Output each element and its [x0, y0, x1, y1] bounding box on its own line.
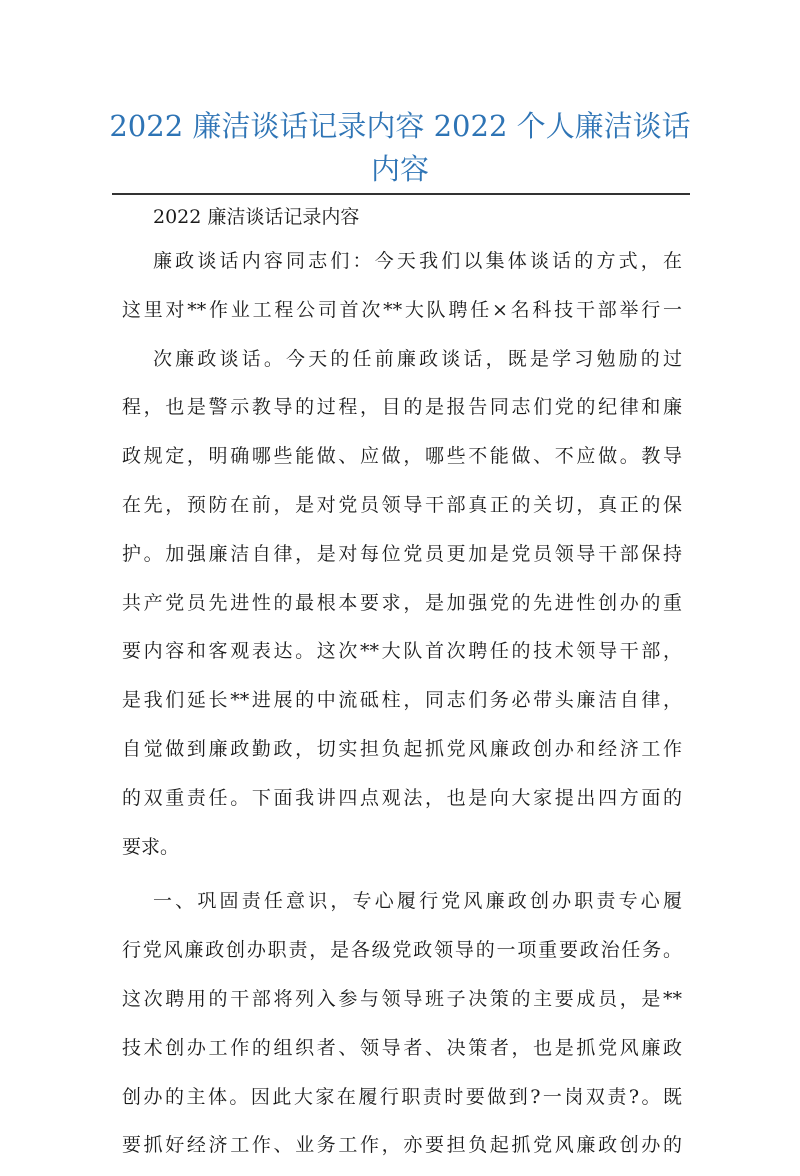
document-body — [122, 243, 682, 1176]
body-line: 这次聘用的干部将列入参与领导班子决策的主要成员，是** — [122, 987, 682, 1010]
body-line: 要求。 — [122, 835, 180, 858]
body-line: 行党风廉政创办职责，是各级党政领导的一项重要政治任务。 — [122, 939, 682, 962]
body-line: 要抓好经济工作、业务工作，亦要担负起抓党风廉政创办的 — [122, 1134, 682, 1157]
body-line: 次廉政谈话。今天的任前廉政谈话，既是学习勉励的过 — [153, 347, 682, 370]
body-line: 自觉做到廉政勤政，切实担负起抓党风廉政创办和经济工作 — [122, 737, 682, 760]
body-line: 技术创办工作的组织者、领导者、决策者，也是抓党风廉政 — [122, 1036, 682, 1059]
document-title-line-1: 2022 廉洁谈话记录内容 2022 个人廉洁谈话 — [109, 109, 691, 143]
body-line: 要内容和客观表达。这次**大队首次聘任的技术领导干部， — [122, 640, 682, 663]
body-line: 廉政谈话内容同志们：今天我们以集体谈话的方式，在 — [153, 250, 682, 272]
body-line: 程，也是警示教导的过程，目的是报告同志们党的纪律和廉 — [122, 396, 682, 419]
body-line: 一、巩固责任意识，专心履行党风廉政创办职责专心履 — [153, 890, 682, 913]
body-line: 是我们延长**进展的中流砥柱，同志们务必带头廉洁自律， — [122, 689, 682, 712]
document-title-line-2: 内容 — [370, 152, 429, 186]
title-divider — [112, 193, 690, 195]
body-line: 创办的主体。因此大家在履行职责时要做到?一岗双责?。既 — [122, 1085, 682, 1108]
body-line: 在先，预防在前，是对党员领导干部真正的关切，真正的保 — [122, 493, 682, 516]
body-line: 护。加强廉洁自律，是对每位党员更加是党员领导干部保持 — [122, 542, 682, 565]
body-line: 共产党员先进性的最根本要求，是加强党的先进性创办的重 — [122, 591, 682, 614]
body-line: 政规定，明确哪些能做、应做，哪些不能做、不应做。教导 — [122, 445, 682, 468]
section-subheading: 2022 廉洁谈话记录内容 — [153, 206, 360, 228]
body-line: 这里对**作业工程公司首次**大队聘任×名科技干部举行一 — [122, 298, 682, 321]
body-line: 的双重责任。下面我讲四点观法，也是向大家提出四方面的 — [122, 786, 682, 809]
